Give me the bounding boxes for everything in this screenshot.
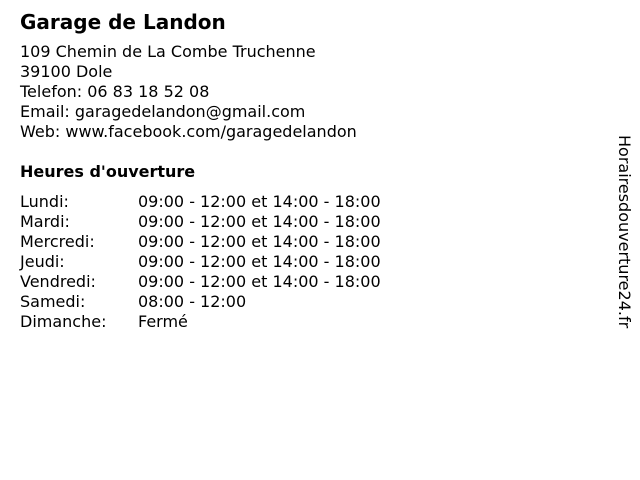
day-label: Mardi: xyxy=(20,212,70,231)
day-label: Samedi: xyxy=(20,292,86,311)
day-label: Mercredi: xyxy=(20,232,95,251)
day-label: Lundi: xyxy=(20,192,69,211)
phone-line: Telefon: 06 83 18 52 08 xyxy=(20,82,210,101)
day-hours: 09:00 - 12:00 et 14:00 - 18:00 xyxy=(138,212,381,231)
site-watermark: Horairesdouverture24.fr xyxy=(615,135,634,329)
day-hours: 09:00 - 12:00 et 14:00 - 18:00 xyxy=(138,232,381,251)
day-hours: 09:00 - 12:00 et 14:00 - 18:00 xyxy=(138,252,381,271)
business-name: Garage de Landon xyxy=(20,10,226,34)
opening-hours-heading: Heures d'ouverture xyxy=(20,162,196,181)
business-card xyxy=(20,10,590,332)
web-line: Web: www.facebook.com/garagedelandon xyxy=(20,122,357,141)
day-label: Dimanche: xyxy=(20,312,107,331)
opening-hours-table xyxy=(20,192,590,332)
email-line: Email: garagedelandon@gmail.com xyxy=(20,102,306,121)
address-line-1: 109 Chemin de La Combe Truchenne xyxy=(20,42,316,61)
day-hours: 09:00 - 12:00 et 14:00 - 18:00 xyxy=(138,192,381,211)
day-hours: 08:00 - 12:00 xyxy=(138,292,247,311)
day-label: Vendredi: xyxy=(20,272,96,291)
address-line-2: 39100 Dole xyxy=(20,62,113,81)
day-hours: 09:00 - 12:00 et 14:00 - 18:00 xyxy=(138,272,381,291)
day-label: Jeudi: xyxy=(20,252,65,271)
day-hours: Fermé xyxy=(138,312,188,331)
